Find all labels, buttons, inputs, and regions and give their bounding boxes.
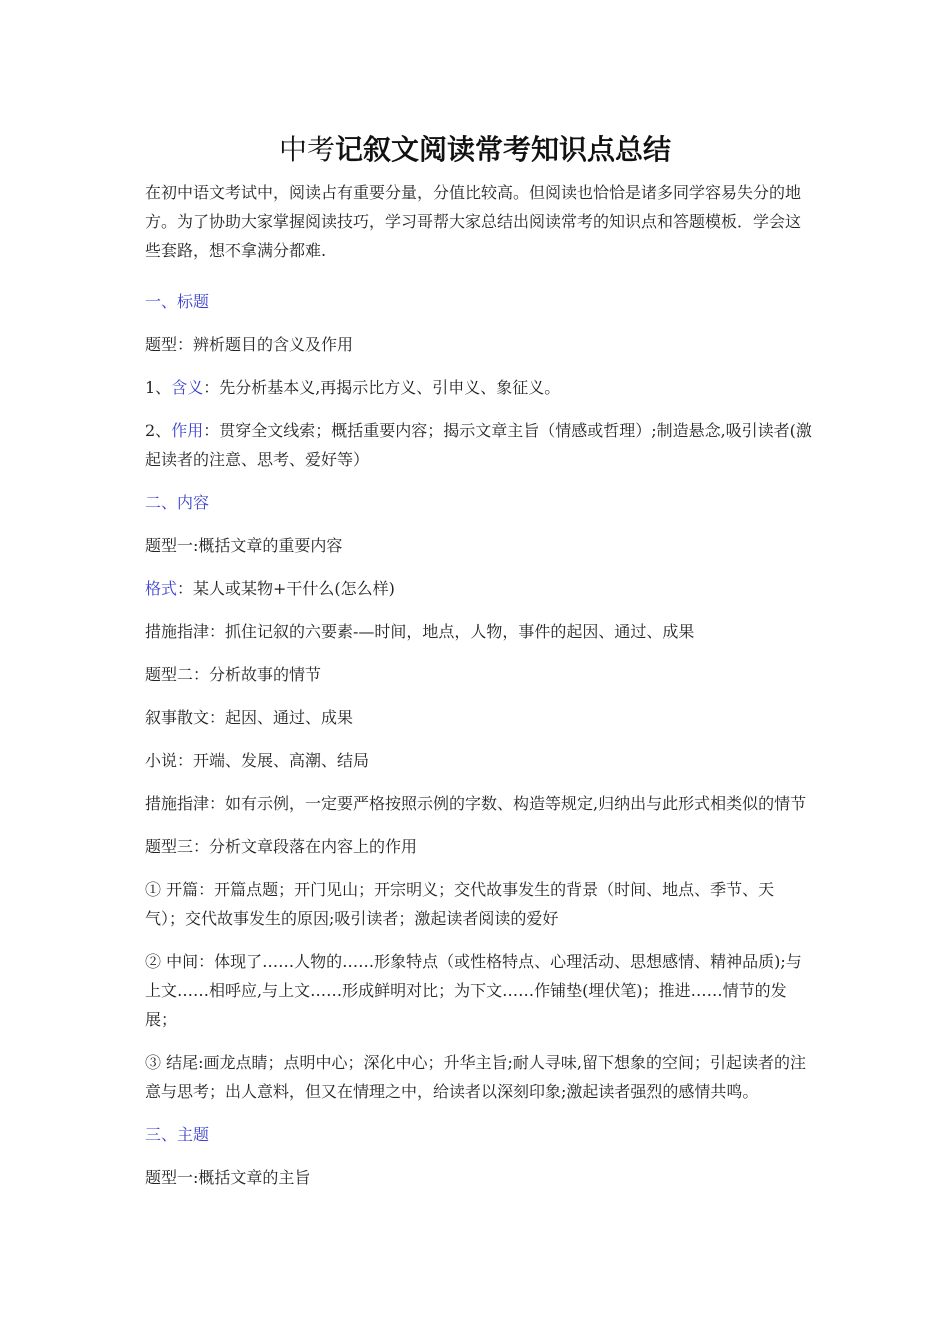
question-type: 题型三：分析文章段落在内容上的作用 <box>145 837 418 856</box>
item-text: ：先分析基本义,再揭示比方义、引申义、象征义。 <box>203 378 561 397</box>
intro-paragraph: 在初中语文考试中，阅读占有重要分量，分值比较高。但阅读也恰恰是诸多同学容易失分的地方。为了协助大家掌握阅读技巧，学习哥帮大家总结出阅读常考的知识点和答题模板．学会这些套路，想不拿满分都难. <box>145 183 802 260</box>
paragraph: 小说：开端、发展、高潮、结局 <box>145 751 370 770</box>
format-keyword: 格式 <box>145 579 178 598</box>
point-ending: ③ 结尾:画龙点睛；点明中心；深化中心；升华主旨;耐人寻味,留下想象的空间；引起读者的注意与思考；出人意料，但又在情理之中，给读者以深刻印象;激起读者强烈的感情共鸣。 <box>145 1053 806 1101</box>
page-title <box>0 130 950 170</box>
section-heading-title: 一、标题 <box>145 292 210 311</box>
document-body <box>145 178 813 1206</box>
title-part-1: 中考 <box>278 133 335 166</box>
title-part-2: 记叙文阅读常考知识点总结 <box>335 133 672 166</box>
list-item <box>145 416 813 474</box>
item-number: 2、 <box>145 421 172 440</box>
question-type: 题型二：分析故事的情节 <box>145 665 322 684</box>
format-line <box>145 574 813 603</box>
item-keyword: 作用 <box>171 421 204 440</box>
question-type: 题型一:概括文章的主旨 <box>145 1168 311 1187</box>
question-type: 题型：辨析题目的含义及作用 <box>145 335 354 354</box>
item-keyword: 含义 <box>171 378 204 397</box>
point-middle: ② 中间：体现了……人物的……形象特点（或性格特点、心理活动、思想感情、精神品质);与上文……相呼应,与上文……形成鲜明对比；为下文……作铺垫(埋伏笔)；推进……情节的发展； <box>145 952 802 1029</box>
question-type: 题型一:概括文章的重要内容 <box>145 536 343 555</box>
method-tip: 措施指津：抓住记叙的六要素-—时间，地点，人物，事件的起因、通过、成果 <box>145 622 695 641</box>
list-item <box>145 373 813 402</box>
method-tip: 措施指津：如有示例，一定要严格按照示例的字数、构造等规定,归纳出与此形式相类似的情节 <box>145 794 807 813</box>
section-heading-theme: 三、主题 <box>145 1125 210 1144</box>
format-text: ：某人或某物+干什么(怎么样) <box>177 579 395 598</box>
item-number: 1、 <box>145 378 172 397</box>
paragraph: 叙事散文：起因、通过、成果 <box>145 708 354 727</box>
section-heading-content: 二、内容 <box>145 493 210 512</box>
point-opening: ① 开篇：开篇点题；开门见山；开宗明义；交代故事发生的背景（时间、地点、季节、天气）；交代故事发生的原因;吸引读者；激起读者阅读的爱好 <box>145 880 775 928</box>
item-text: ：贯穿全文线索；概括重要内容；揭示文章主旨（情感或哲理）;制造悬念,吸引读者(激起读者的注意、思考、爱好等） <box>145 421 812 469</box>
